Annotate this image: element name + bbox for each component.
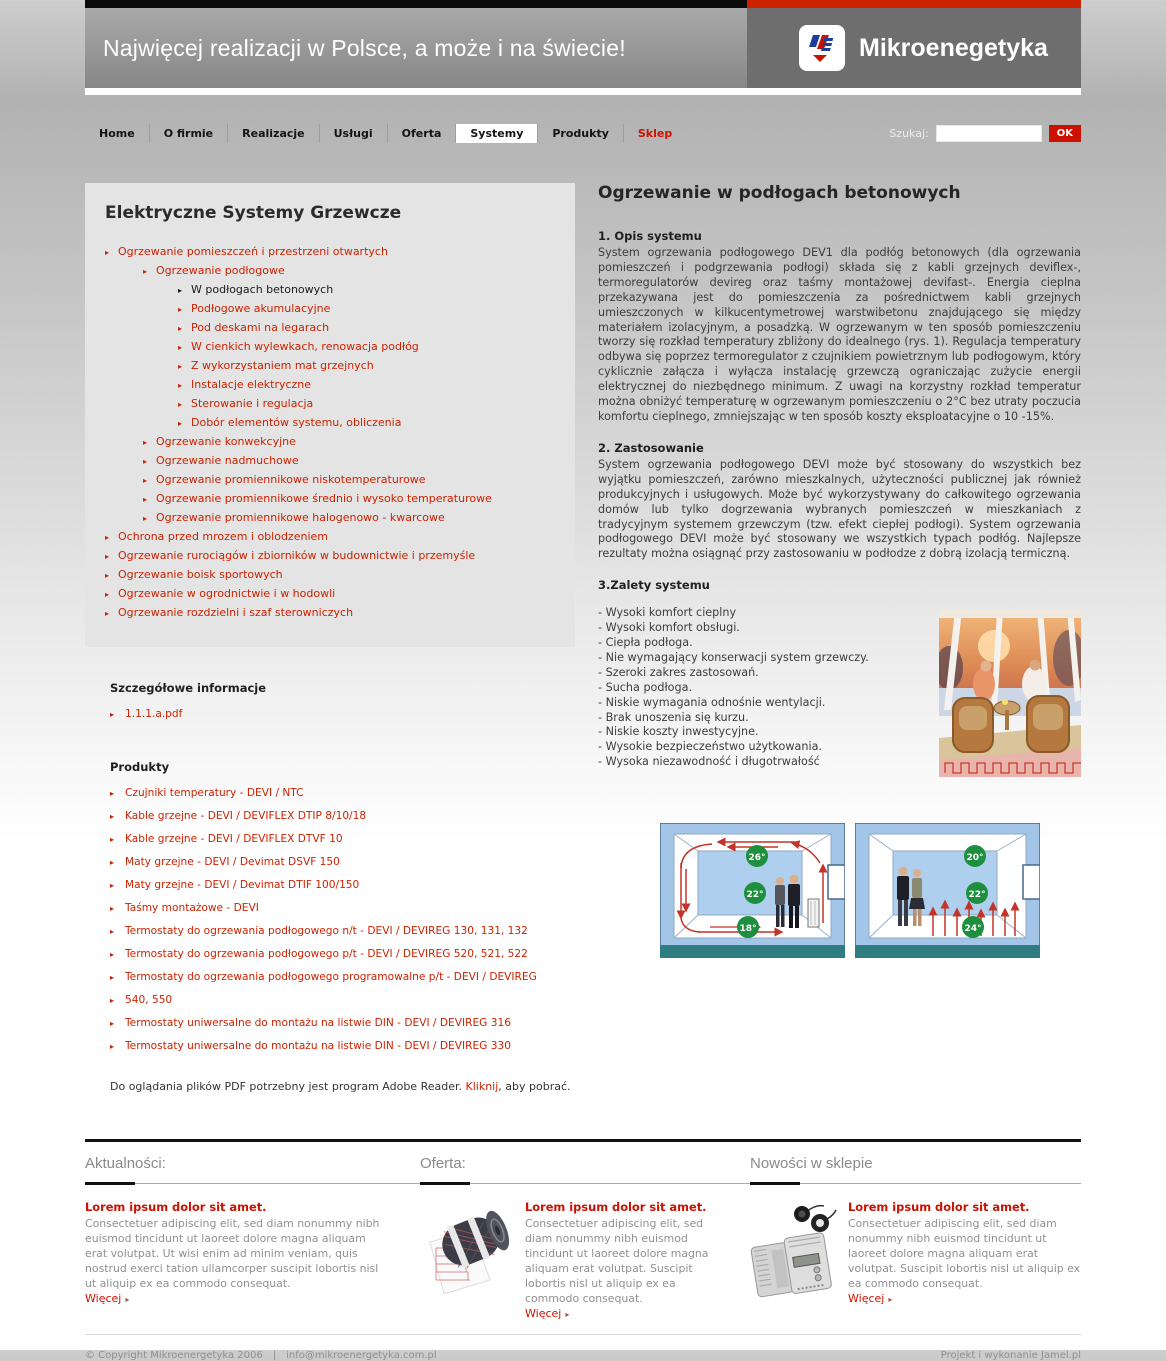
advantage-item: - Nie wymagający konserwacji system grzewczy. <box>598 650 869 664</box>
bullet-icon: ▸ <box>105 590 110 599</box>
advantage-item: - Wysoki komfort cieplny <box>598 606 737 620</box>
advantage-item: - Ciepła podłoga. <box>598 636 693 650</box>
systems-menu <box>105 243 555 623</box>
product-link[interactable] <box>110 966 575 989</box>
news-body: Consectetuer adipiscing elit, sed diam nonummy nibh euismod tincidunt ut laoreet dolore magna aliquam erat volutpat. Ut wisi enim ad minim veniam, quis nostrud exerci tation ullamcorper suscipit lobortis nisl ut aliquip ex ea commodo consequat. <box>85 1217 380 1290</box>
menu-item[interactable] <box>178 319 555 338</box>
bullet-icon: ▸ <box>110 904 115 913</box>
bullet-icon: ▸ <box>110 858 115 867</box>
advantage-item: - Niskie koszty inwestycyjne. <box>598 725 759 739</box>
bullet-icon: ▸ <box>143 267 148 276</box>
article-title: Ogrzewanie w podłogach betonowych <box>598 183 961 203</box>
product-link[interactable] <box>110 851 575 874</box>
nav-item[interactable]: Realizacje <box>227 124 318 143</box>
main-content <box>85 183 1081 1093</box>
product-link-label: Taśmy montażowe - DEVI <box>125 902 259 914</box>
temp-label-bottom: 24° <box>964 924 982 935</box>
divider-segment <box>750 1182 800 1185</box>
bullet-icon: ▸ <box>110 710 115 719</box>
product-link-label: Termostaty uniwersalne do montażu na listwie DIN - DEVI / DEVIREG 330 <box>125 1040 511 1052</box>
section-1-title: 1. Opis systemu <box>598 229 702 243</box>
menu-item-label: Ogrzewanie boisk sportowych <box>118 568 283 581</box>
menu-item-label: Ogrzewanie promiennikowe halogenowo - kwarcowe <box>156 511 445 524</box>
search-ok-button[interactable]: OK <box>1049 125 1081 142</box>
tagline: Najwięcej realizacji w Polsce, a może i na świecie! <box>103 34 626 61</box>
menu-item[interactable] <box>178 300 555 319</box>
advantage-item: - Wysoki komfort obsługi. <box>598 621 740 635</box>
diagram-floor-heating <box>855 823 1040 958</box>
temp-label-mid: 22° <box>746 890 764 901</box>
menu-item-label: Pod deskami na legarach <box>191 321 330 334</box>
menu-item[interactable] <box>178 357 555 376</box>
product-link[interactable] <box>110 1012 575 1035</box>
menu-item[interactable] <box>105 243 555 262</box>
bullet-icon: ▸ <box>110 927 115 936</box>
nav-item[interactable]: Usługi <box>319 124 387 143</box>
bullet-icon: ▸ <box>110 881 115 890</box>
article <box>575 183 1081 958</box>
product-link[interactable] <box>110 897 575 920</box>
menu-item[interactable] <box>143 452 555 471</box>
menu-item[interactable] <box>143 490 555 509</box>
product-link-label: Kable grzejne - DEVI / DEVIFLEX DTIP 8/10/18 <box>125 810 367 822</box>
pdf-link-label: 1.1.1.a.pdf <box>125 708 183 720</box>
bullet-icon: ▸ <box>110 812 115 821</box>
menu-item-label: Ogrzewanie promiennikowe niskotemperaturowe <box>156 473 426 486</box>
section-3-title: 3.Zalety systemu <box>598 578 710 593</box>
bullet-icon: ▸ <box>178 362 183 371</box>
sidebar <box>85 183 575 1093</box>
product-link-label: Maty grzejne - DEVI / Devimat DTIF 100/150 <box>125 879 360 891</box>
footer-left <box>85 1350 437 1361</box>
product-link-label: 540, 550 <box>125 994 173 1006</box>
main-nav <box>85 124 686 143</box>
offer-column <box>420 1200 750 1320</box>
menu-item-label: Ogrzewanie pomieszczeń i przestrzeni otwartych <box>118 245 388 258</box>
adobe-note-text: Do oglądania plików PDF potrzebny jest program Adobe Reader. <box>110 1080 466 1093</box>
bullet-icon: ▸ <box>178 419 183 428</box>
diagrams-row <box>598 823 1081 958</box>
bottom-headings <box>85 1142 1081 1183</box>
menu-item[interactable] <box>178 338 555 357</box>
product-link[interactable] <box>110 828 575 851</box>
shop-news-body: Consectetuer adipiscing elit, sed diam nonummy nibh euismod tincidunt ut laoreet dolore magna aliquam erat volutpat. Suscipit lobortis nisl ut aliquip ex ea commodo consequat. <box>848 1217 1081 1290</box>
menu-item[interactable] <box>105 547 555 566</box>
temp-label-mid: 22° <box>968 890 986 901</box>
temp-label-top: 20° <box>966 853 984 864</box>
section-2-body: System ogrzewania podłogowego DEVI może być stosowany do wszystkich bez wyjątku pomieszczeń, zarówno mieszkalnych, użyteczności publicznej jak również produkcyjnych i usługowych. Może być wykorzystywany do całkowitego ogrzewania domów lub tylko dogrzewania wybranych pomieszczeń w mieszkaniach z tradycyjnym systemem grzewczym (tzw. efekt ciepłej podłogi). System ogrzewania podłogowego DEVI może być stosowany we wszystkich typach podłóg. Najlepsze rezultaty można osiągnąć przy zastosowaniu w podłodze z dobrą izolacją termiczną. <box>598 457 1081 561</box>
nav-item[interactable]: O firmie <box>149 124 227 143</box>
offer-body: Consectetuer adipiscing elit, sed diam nonummy nibh euismod tincidunt ut laoreet dolore magna aliquam erat volutpat. Suscipit lobortis nisl ut aliquip ex ea commodo consequat. <box>525 1217 709 1305</box>
shop-news-text <box>848 1200 1081 1320</box>
temp-label-bottom: 18° <box>739 924 757 935</box>
offer-text <box>525 1200 732 1320</box>
more-arrow-icon: ▸ <box>565 1310 570 1319</box>
product-link-label: Kable grzejne - DEVI / DEVIFLEX DTVF 10 <box>125 833 343 845</box>
advantage-item: - Szeroki zakres zastosowań. <box>598 665 759 679</box>
bullet-icon: ▸ <box>110 996 115 1005</box>
menu-item[interactable] <box>143 262 555 281</box>
shop-news-title: Lorem ipsum dolor sit amet. <box>848 1200 1030 1214</box>
brand-name: Mikroenegetyka <box>859 33 1048 62</box>
advantage-item: - Niskie wymagania odnośnie wentylacji. <box>598 695 826 709</box>
offer-more-link[interactable]: Więcej ▸ <box>525 1307 570 1320</box>
nav-item[interactable]: Produkty <box>537 124 623 143</box>
shop-news-heading: Nowości w sklepie <box>750 1155 873 1172</box>
bullet-icon: ▸ <box>143 514 148 523</box>
sidebar-title: Elektryczne Systemy Grzewcze <box>105 203 402 223</box>
offer-title: Lorem ipsum dolor sit amet. <box>525 1200 707 1214</box>
bullet-icon: ▸ <box>110 973 115 982</box>
menu-item-label: W podłogach betonowych <box>191 283 334 296</box>
page-container <box>85 0 1081 1361</box>
nav-item[interactable]: Home <box>99 126 135 140</box>
product-link-label: Czujniki temperatury - DEVI / NTC <box>125 787 304 799</box>
news-heading: Aktualności: <box>85 1155 166 1172</box>
products-list <box>110 782 575 1058</box>
section-2-title: 2. Zastosowanie <box>598 440 704 455</box>
bullet-icon: ▸ <box>105 533 110 542</box>
header-brand-area <box>747 0 1081 88</box>
divider-segment <box>420 1182 470 1185</box>
menu-item-label: Ochrona przed mrozem i oblodzeniem <box>118 530 328 543</box>
product-link-label: Termostaty do ogrzewania podłogowego programowalne p/t - DEVI / DEVIREG <box>125 971 537 983</box>
bullet-icon: ▸ <box>105 609 110 618</box>
product-link[interactable] <box>110 782 575 805</box>
details-heading: Szczegółowe informacje <box>110 681 267 695</box>
bottom-divider <box>85 1183 1081 1184</box>
menu-item[interactable] <box>178 414 555 433</box>
header-tagline-area <box>85 0 747 88</box>
advantage-item: - Wysokie bezpieczeństwo użytkowania. <box>598 740 823 754</box>
product-link-label: Maty grzejne - DEVI / Devimat DSVF 150 <box>125 856 340 868</box>
temp-label-top: 26° <box>748 853 766 864</box>
menu-item[interactable] <box>105 566 555 585</box>
bullet-icon: ▸ <box>110 835 115 844</box>
menu-item-label: W cienkich wylewkach, renowacja podłóg <box>191 340 419 353</box>
footer-separator: | <box>272 1350 277 1361</box>
menu-item-label: Instalacje elektryczne <box>191 378 312 391</box>
bullet-icon: ▸ <box>178 343 183 352</box>
shop-news-more-link[interactable]: Więcej ▸ <box>848 1292 893 1305</box>
sidebar-extras <box>85 681 575 1093</box>
menu-item-label: Ogrzewanie nadmuchowe <box>156 454 299 467</box>
menu-item-label: Sterowanie i regulacja <box>191 397 314 410</box>
product-link[interactable] <box>110 874 575 897</box>
nav-item[interactable]: Oferta <box>387 124 456 143</box>
header <box>85 0 1081 88</box>
bullet-icon: ▸ <box>110 1019 115 1028</box>
menu-item-label: Z wykorzystaniem mat grzejnych <box>191 359 374 372</box>
news-column <box>85 1200 420 1320</box>
section-1-body: System ogrzewania podłogowego DEV1 dla podłóg betonowych (dla ogrzewania pomieszczeń i podgrzewania podłogi) składa się z kabli grzejnych deviflex-, termoregulatorów devireg oraz taśmy montażowej devifast-. Energia cieplna przekazywana jest do pomieszczenia za pośrednictwem kabli grzejnych umieszczonych w kilkucentymetrowej warstwibetonu znajdującego się między materiałem izolacyjnym, a posadzką. W ogrzewanym w ten sposób pomieszczeniu tworzy się rozkład temperatury zbliżony do idealnego (rys. 1). Regulacja temperatury odbywa się poprzez termoregulator z czujnikiem powietrznym lub podłogowym, który cyklicznie załącza i wyłącza instalację grzewczą ograniczając zużycie energii elektrycznej do niezbędnego minimum. Z uwagi na korzystny rozkład temperatur można obniżyć temperaturę w ogrzewanym pomieszczeniu o 2°C bez utraty poczucia komfortu cieplnego, zmniejszając w ten sposób koszty eksploatacyjne o 10 -15%. <box>598 246 1081 423</box>
adobe-download-link[interactable]: Kliknij <box>465 1080 499 1093</box>
search-input[interactable] <box>936 125 1042 142</box>
bullet-icon: ▸ <box>143 438 148 447</box>
menu-item-label: Ogrzewanie rurociągów i zbiorników w budownictwie i przemyśle <box>118 549 476 562</box>
search-bar <box>889 125 1081 142</box>
menu-item-label: Ogrzewanie promiennikowe średnio i wysoko temperaturowe <box>156 492 492 505</box>
bullet-icon: ▸ <box>105 248 110 257</box>
menu-item[interactable] <box>143 509 555 528</box>
product-link[interactable] <box>110 920 575 943</box>
bullet-icon: ▸ <box>143 495 148 504</box>
products-heading: Produkty <box>110 760 170 774</box>
nav-item[interactable]: Systemy <box>455 124 537 143</box>
navbar <box>85 123 1081 143</box>
menu-item[interactable] <box>178 281 555 300</box>
menu-item-label: Ogrzewanie konwekcyjne <box>156 435 296 448</box>
bullet-icon: ▸ <box>110 789 115 798</box>
menu-item[interactable] <box>143 471 555 490</box>
advantage-item: - Brak unoszenia się kurzu. <box>598 710 749 724</box>
advantage-item: - Sucha podłoga. <box>598 680 693 694</box>
news-more-link[interactable]: Więcej ▸ <box>85 1292 130 1305</box>
menu-item[interactable] <box>105 528 555 547</box>
product-link-label: Termostaty uniwersalne do montażu na listwie DIN - DEVI / DEVIREG 316 <box>125 1017 511 1029</box>
bullet-icon: ▸ <box>143 476 148 485</box>
footer-email-link[interactable]: info@mikroenergetyka.com.pl <box>286 1350 437 1361</box>
bullet-icon: ▸ <box>110 1042 115 1051</box>
product-link[interactable] <box>110 989 575 1012</box>
adobe-note-tail: , aby pobrać. <box>498 1080 571 1093</box>
bullet-icon: ▸ <box>178 381 183 390</box>
bullet-icon: ▸ <box>178 400 183 409</box>
footer <box>85 1334 1081 1361</box>
product-link-label: Termostaty do ogrzewania podłogowego p/t - DEVI / DEVIREG 520, 521, 522 <box>125 948 528 960</box>
menu-item[interactable] <box>105 604 555 623</box>
offer-heading: Oferta: <box>420 1155 466 1172</box>
more-arrow-icon: ▸ <box>125 1295 130 1304</box>
copyright-text: © Copyright Mikroenergetyka 2006 <box>85 1350 263 1361</box>
bottom-section <box>85 1139 1081 1320</box>
bullet-icon: ▸ <box>178 305 183 314</box>
thermostat-photo <box>750 1200 838 1300</box>
product-link[interactable] <box>110 943 575 966</box>
menu-item-label: Ogrzewanie w ogrodnictwie i w hodowli <box>118 587 336 600</box>
menu-item[interactable] <box>178 376 555 395</box>
news-title: Lorem ipsum dolor sit amet. <box>85 1200 267 1214</box>
bullet-icon: ▸ <box>105 571 110 580</box>
product-link[interactable] <box>110 805 575 828</box>
bullet-icon: ▸ <box>178 324 183 333</box>
menu-item[interactable] <box>178 395 555 414</box>
menu-item-label: Ogrzewanie podłogowe <box>156 264 285 277</box>
nav-item[interactable]: Sklep <box>623 124 686 143</box>
bullet-icon: ▸ <box>110 950 115 959</box>
company-logo-icon <box>799 25 845 71</box>
systems-menu-box <box>85 183 575 647</box>
diagram-radiator-heating <box>660 823 845 958</box>
pdf-link[interactable] <box>110 703 575 726</box>
menu-item[interactable] <box>143 433 555 452</box>
menu-item[interactable] <box>105 585 555 604</box>
divider-segment <box>85 1182 135 1185</box>
advantages-block <box>598 606 1081 777</box>
shop-news-column <box>750 1200 1081 1320</box>
adobe-note <box>110 1080 575 1093</box>
bullet-icon: ▸ <box>178 286 183 295</box>
menu-item-label: Ogrzewanie rozdzielni i szaf sterowniczych <box>118 606 354 619</box>
heating-mat-photo <box>420 1200 515 1300</box>
footer-credit: Projekt i wykonanie Jamel.pl <box>940 1350 1081 1361</box>
product-link[interactable] <box>110 1035 575 1058</box>
advantage-item: - Wysoka niezawodność i długotrwałość <box>598 755 820 769</box>
menu-item-label: Podłogowe akumulacyjne <box>191 302 331 315</box>
bottom-columns <box>85 1184 1081 1320</box>
search-label: Szukaj: <box>889 126 929 140</box>
bullet-icon: ▸ <box>105 552 110 561</box>
more-arrow-icon: ▸ <box>888 1295 893 1304</box>
product-link-label: Termostaty do ogrzewania podłogowego n/t - DEVI / DEVIREG 130, 131, 132 <box>125 925 528 937</box>
conservatory-photo <box>939 610 1081 777</box>
header-divider <box>85 88 1081 95</box>
menu-item-label: Dobór elementów systemu, obliczenia <box>191 416 402 429</box>
bullet-icon: ▸ <box>143 457 148 466</box>
